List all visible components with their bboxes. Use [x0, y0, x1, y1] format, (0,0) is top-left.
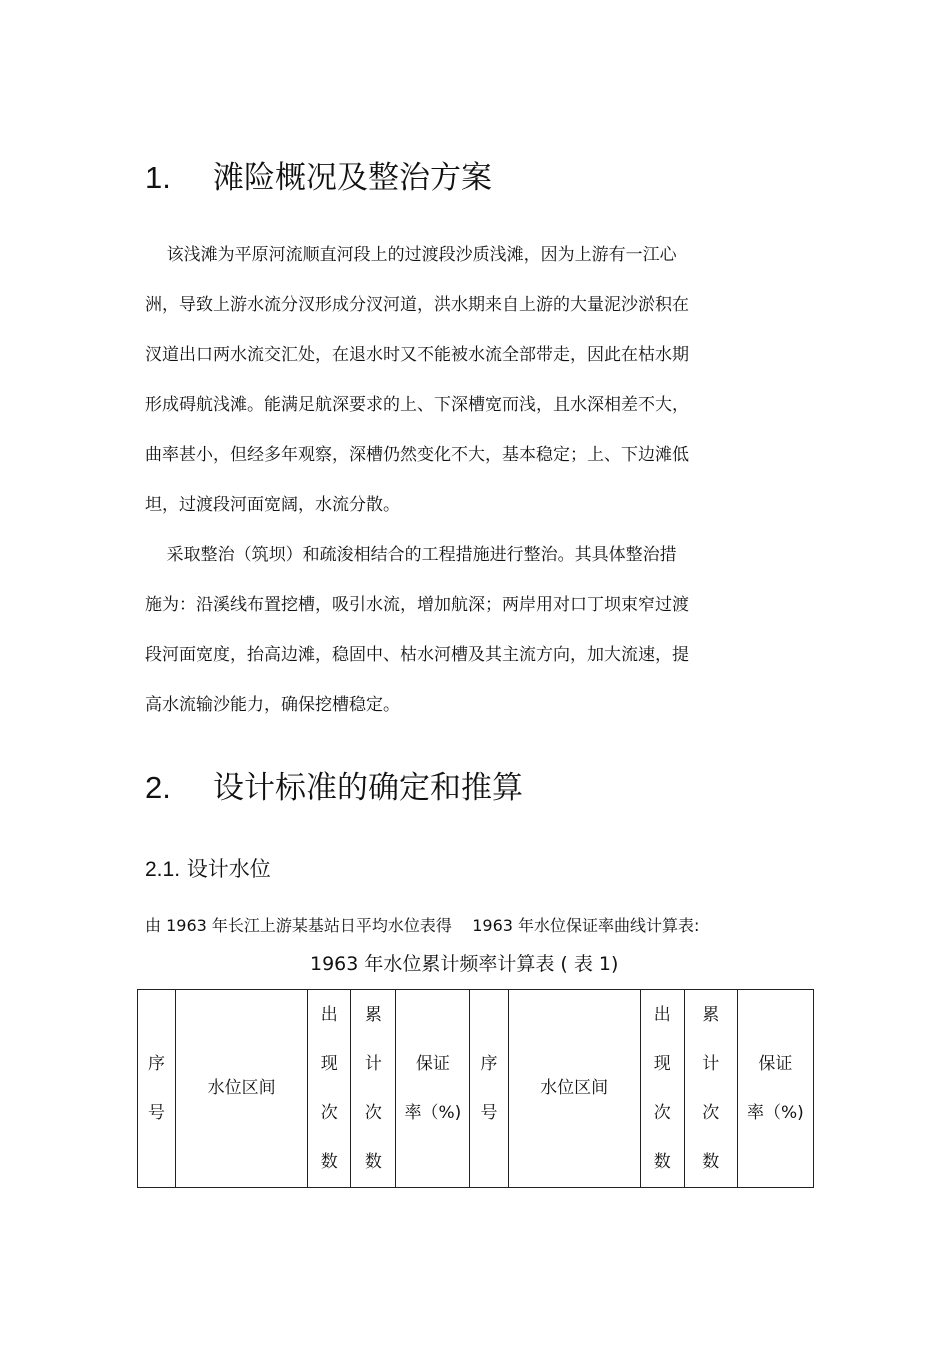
section-2-title: 设计标准的确定和推算 — [213, 770, 523, 806]
section-1-paragraph-1 — [145, 230, 765, 530]
header-cell-guarantee-rate: 保证 率（%) — [737, 990, 813, 1188]
text-line: 坦，过渡段河面宽阔，水流分散。 — [145, 495, 400, 515]
text-line: 采取整治（筑坝）和疏浚相结合的工程措施进行整治。其具体整治措 — [145, 545, 677, 565]
section-1-paragraph-2 — [145, 530, 765, 730]
header-cell-cumulative: 累 计 次 数 — [684, 990, 737, 1188]
subsection-number: 2.1. — [145, 858, 181, 881]
text-line: 形成碍航浅滩。能满足航深要求的上、下深槽宽而浅，且水深相差不大， — [145, 395, 689, 415]
table-header-row — [138, 990, 814, 1188]
table-caption: 1963 年水位累计频率计算表 ( 表 1) — [310, 953, 619, 975]
header-cell-occurrences: 出 现 次 数 — [640, 990, 684, 1188]
text-line: 洲，导致上游水流分汊形成分汊河道，洪水期来自上游的大量泥沙淤积在 — [145, 295, 689, 315]
section-1-number: 1. — [145, 160, 171, 195]
header-cell-cumulative: 累 计 次 数 — [351, 990, 396, 1188]
header-cell-guarantee-rate: 保证 率（%) — [396, 990, 470, 1188]
subsection-title: 设计水位 — [186, 857, 271, 881]
text-line: 曲率甚小，但经多年观察，深槽仍然变化不大，基本稳定；上、下边滩低 — [145, 445, 689, 465]
subsection-2-1-heading — [145, 853, 271, 886]
section-2-heading — [145, 768, 523, 808]
header-cell-index: 序 号 — [138, 990, 176, 1188]
header-cell-occurrences: 出 现 次 数 — [308, 990, 351, 1188]
frequency-table — [137, 989, 814, 1188]
intro-text: 由 1963 年长江上游某基站日平均水位表得 1963 年水位保证率曲线计算表: — [145, 916, 700, 935]
section-2-number: 2. — [145, 770, 171, 805]
text-line: 施为：沿溪线布置挖槽，吸引水流，增加航深；两岸用对口丁坝束窄过渡 — [145, 595, 689, 615]
header-cell-range: 水位区间 — [176, 990, 308, 1188]
header-cell-index: 序 号 — [470, 990, 508, 1188]
header-cell-range: 水位区间 — [508, 990, 640, 1188]
section-1-title: 滩险概况及整治方案 — [213, 160, 492, 196]
text-line: 汊道出口两水流交汇处，在退水时又不能被水流全部带走，因此在枯水期 — [145, 345, 689, 365]
text-line: 高水流输沙能力，确保挖槽稳定。 — [145, 695, 400, 715]
text-line: 段河面宽度，抬高边滩，稳固中、枯水河槽及其主流方向，加大流速，提 — [145, 645, 689, 665]
text-line: 该浅滩为平原河流顺直河段上的过渡段沙质浅滩，因为上游有一江心 — [145, 245, 677, 265]
section-1-heading — [145, 158, 492, 198]
